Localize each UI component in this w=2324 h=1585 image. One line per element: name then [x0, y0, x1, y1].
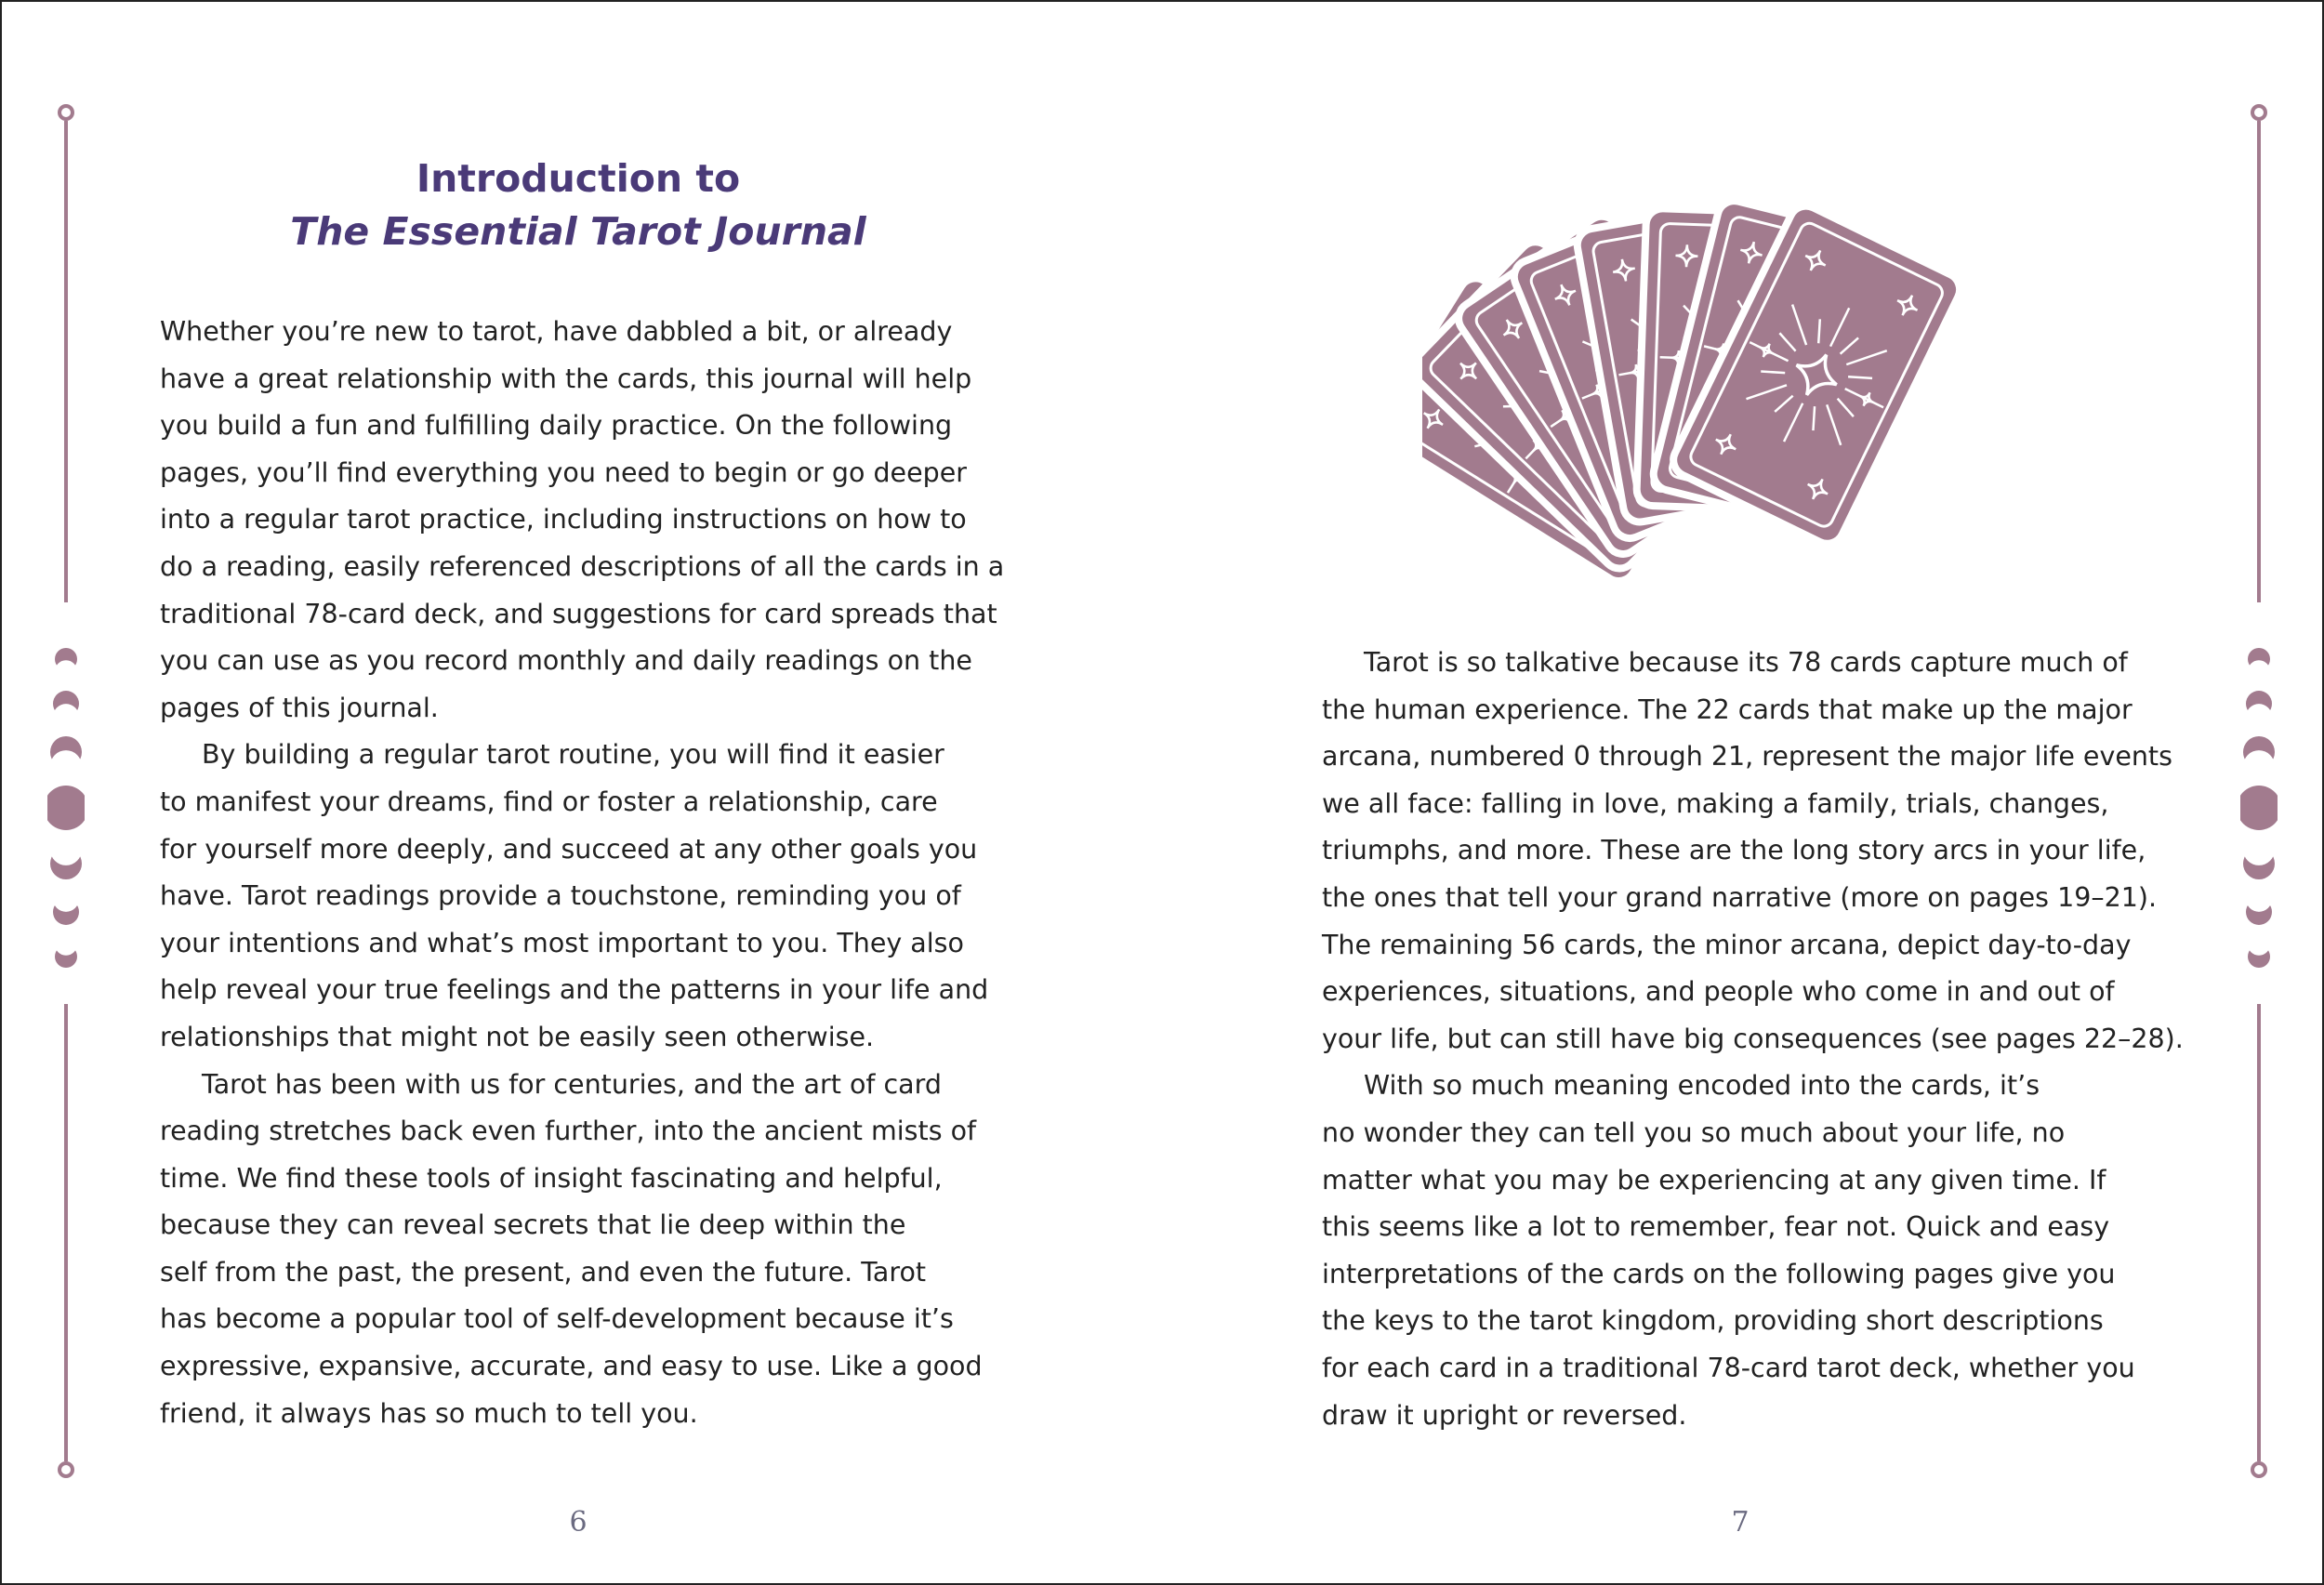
text-line: With so much meaning encoded into the cards, it’s — [1364, 1070, 2040, 1102]
text-line: friend, it always has so much to tell you. — [160, 1397, 698, 1429]
text-line: arcana, numbered 0 through 21, represent the major life events — [1322, 741, 2172, 773]
text-line: expressive, expansive, accurate, and easy to use. Like a good — [160, 1351, 983, 1382]
rail-bottom-knob — [58, 1461, 74, 1478]
text-line: By building a regular tarot routine, you will find it easier — [202, 739, 944, 771]
text-line: the keys to the tarot kingdom, providing short descriptions — [1322, 1305, 2104, 1337]
text-line: we all face: falling in love, making a family, trials, changes, — [1322, 787, 2109, 819]
title-line-2-book-name: The Essential Tarot Journal — [290, 209, 866, 254]
text-line: the ones that tell your grand narrative (more on pages 19–21). — [1322, 881, 2158, 913]
text-line: have. Tarot readings provide a touchstone, reminding you of — [160, 880, 961, 912]
text-line: experiences, situations, and people who come in and out of — [1322, 976, 2115, 1008]
text-line: into a regular tarot practice, including instructions on how to — [160, 504, 967, 535]
text-line: time. We find these tools of insight fascinating and helpful, — [160, 1162, 943, 1194]
text-line: traditional 78-card deck, and suggestions for card spreads that — [160, 598, 997, 629]
page-number-left: 6 — [569, 1506, 588, 1539]
text-line: The remaining 56 cards, the minor arcana, depict day-to-day — [1322, 929, 2132, 960]
crescent-moon-icon — [2243, 848, 2275, 879]
text-line: you can use as you record monthly and daily readings on the — [160, 645, 972, 677]
text-line: pages, you’ll find everything you need to begin or go deeper — [160, 456, 967, 488]
crescent-moon-icon — [53, 899, 79, 925]
page-number-right: 7 — [1731, 1506, 1750, 1539]
rail-upper-line — [64, 121, 68, 602]
text-line: triumphs, and more. These are the long story arcs in your life, — [1322, 835, 2146, 866]
crescent-moon-icon — [55, 648, 77, 670]
text-line: your intentions and what’s most important to you. They also — [160, 927, 964, 958]
text-line: reading stretches back even further, into the ancient mists of — [160, 1116, 977, 1147]
right-decorative-rail — [2240, 104, 2278, 1480]
moon-phases-icon — [2240, 636, 2278, 989]
crescent-moon-icon — [2248, 945, 2270, 968]
text-line: the human experience. The 22 cards that make up the major — [1322, 693, 2133, 725]
text-line: help reveal your true feelings and the patterns in your life and — [160, 974, 989, 1006]
text-line: do a reading, easily referenced descriptions of all the cards in a — [160, 550, 1005, 582]
text-line: draw it upright or reversed. — [1322, 1399, 1687, 1431]
text-line: Tarot is so talkative because its 78 cards capture much of — [1364, 647, 2128, 678]
crescent-moon-icon — [50, 848, 82, 879]
rail-lower-line — [64, 1004, 68, 1461]
text-line: interpretations of the cards on the following pages give you — [1322, 1258, 2116, 1289]
crescent-moon-icon — [55, 945, 77, 968]
right-page — [1162, 2, 2322, 1583]
text-line: relationships that might not be easily seen otherwise. — [160, 1021, 875, 1052]
right-body-text — [1322, 640, 2184, 1439]
text-line: has become a popular tool of self-development because it’s — [160, 1303, 954, 1335]
title-line-1: Introduction to — [416, 156, 741, 201]
text-line: you build a fun and fulfilling daily practice. On the following — [160, 410, 953, 442]
rail-bottom-knob — [2251, 1461, 2267, 1478]
rail-top-knob — [58, 104, 74, 121]
crescent-moon-icon — [2248, 648, 2270, 670]
crescent-moon-icon — [2246, 899, 2272, 925]
rail-lower-line — [2257, 1004, 2261, 1461]
text-line: for each card in a traditional 78-card tarot deck, whether you — [1322, 1352, 2135, 1383]
text-line: matter what you may be experiencing at any given time. If — [1322, 1164, 2106, 1195]
text-line: no wonder they can tell you so much about your life, no — [1322, 1116, 2066, 1148]
crescent-moon-icon — [53, 691, 79, 717]
text-line: pages of this journal. — [160, 692, 439, 723]
moon-phases-icon — [47, 636, 85, 989]
text-line: self from the past, the present, and even the future. Tarot — [160, 1256, 927, 1288]
left-page — [2, 2, 1162, 1583]
rail-top-knob — [2251, 104, 2267, 121]
left-decorative-rail — [47, 104, 85, 1480]
text-line: this seems like a lot to remember, fear not. Quick and easy — [1322, 1211, 2110, 1243]
page-title — [160, 152, 997, 258]
text-line: Whether you’re new to tarot, have dabbled a bit, or already — [160, 316, 953, 347]
left-body-text — [160, 309, 1004, 1437]
text-line: your life, but can still have big consequences (see pages 22–28). — [1322, 1023, 2184, 1054]
rail-upper-line — [2257, 121, 2261, 602]
crescent-moon-icon — [50, 736, 82, 768]
full-moon-icon — [47, 786, 85, 830]
crescent-moon-icon — [2246, 691, 2272, 717]
full-moon-icon — [2240, 786, 2278, 830]
text-line: have a great relationship with the cards, this journal will help — [160, 363, 972, 394]
text-line: Tarot has been with us for centuries, and the art of card — [202, 1068, 942, 1100]
text-line: because they can reveal secrets that lie deep within the — [160, 1209, 906, 1241]
crescent-moon-icon — [2243, 736, 2275, 768]
text-line: for yourself more deeply, and succeed at any other goals you — [160, 833, 978, 865]
text-line: to manifest your dreams, find or foster a relationship, care — [160, 786, 938, 817]
tarot-cards-fan-icon — [1422, 137, 2092, 583]
